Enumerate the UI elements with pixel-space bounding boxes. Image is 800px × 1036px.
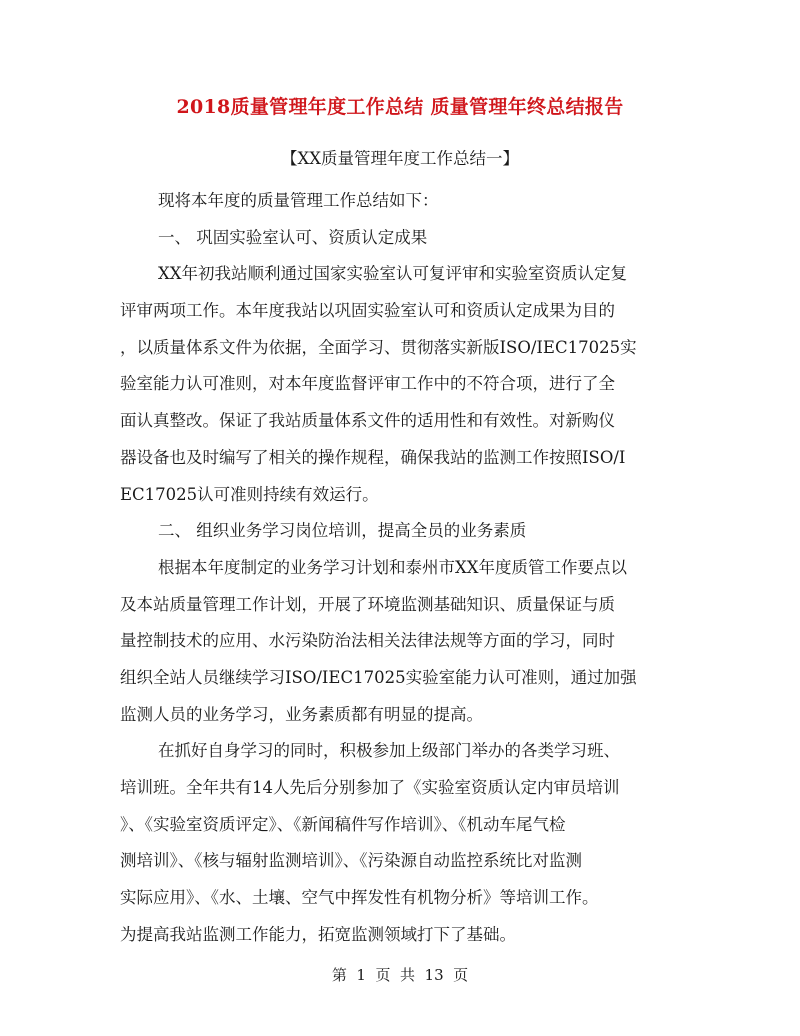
text-line: 验室能力认可准则，对本年度监督评审工作中的不符合项，进行了全 — [120, 374, 615, 394]
section-heading: 【XX质量管理年度工作总结一】 — [281, 149, 519, 168]
text-line: 面认真整改。保证了我站质量体系文件的适用性和有效性。对新购仪 — [120, 411, 615, 431]
text-line: XX年初我站顺利通过国家实验室认可复评审和实验室资质认定复 — [158, 264, 627, 284]
text-line: 器设备也及时编写了相关的操作规程，确保我站的监测工作按照ISO/I — [120, 447, 626, 467]
text-line: 现将本年度的质量管理工作总结如下： — [158, 191, 439, 210]
text-line: 及本站质量管理工作计划，开展了环境监测基础知识、质量保证与质 — [120, 594, 615, 614]
text-line: ，以质量体系文件为依据，全面学习、贯彻落实新版ISO/IEC17025实 — [120, 337, 637, 357]
text-line: 量控制技术的应用、水污染防治法相关法律法规等方面的学习，同时 — [120, 631, 615, 651]
text-line: 评审两项工作。本年度我站以巩固实验室认可和资质认定成果为目的 — [120, 301, 615, 321]
text-line: 实际应用》、《水、土壤、空气中挥发性有机物分析》等培训工作。 — [120, 888, 599, 908]
document-body — [120, 183, 682, 953]
text-line: 二、 组织业务学习岗位培训，提高全员的业务素质 — [158, 521, 527, 541]
text-line: 一、 巩固实验室认可、资质认定成果 — [158, 227, 428, 247]
text-line: 在抓好自身学习的同时，积极参加上级部门举办的各类学习班、 — [158, 741, 620, 761]
text-line: 》、《实验室资质评定》、《新闻稿件写作培训》、《机动车尾气检 — [120, 814, 566, 834]
document-title: 2018质量管理年度工作总结 质量管理年终总结报告 — [176, 96, 624, 118]
text-line: 为提高我站监测工作能力，拓宽监测领域打下了基础。 — [120, 924, 516, 944]
text-line: 培训班。全年共有14人先后分别参加了《实验室资质认定内审员培训 — [120, 778, 620, 797]
text-line: 测培训》、《核与辐射监测培训》、《污染源自动监控系统比对监测 — [120, 851, 582, 871]
text-line: 根据本年度制定的业务学习计划和泰州市XX年度质管工作要点以 — [158, 557, 627, 577]
text-line: 监测人员的业务学习，业务素质都有明显的提高。 — [120, 704, 483, 724]
page-footer: 第 1 页 共 13 页 — [331, 966, 469, 984]
text-line: 组织全站人员继续学习ISO/IEC17025实验室能力认可准则，通过加强 — [120, 667, 637, 687]
text-line: EC17025认可准则持续有效运行。 — [120, 484, 379, 504]
